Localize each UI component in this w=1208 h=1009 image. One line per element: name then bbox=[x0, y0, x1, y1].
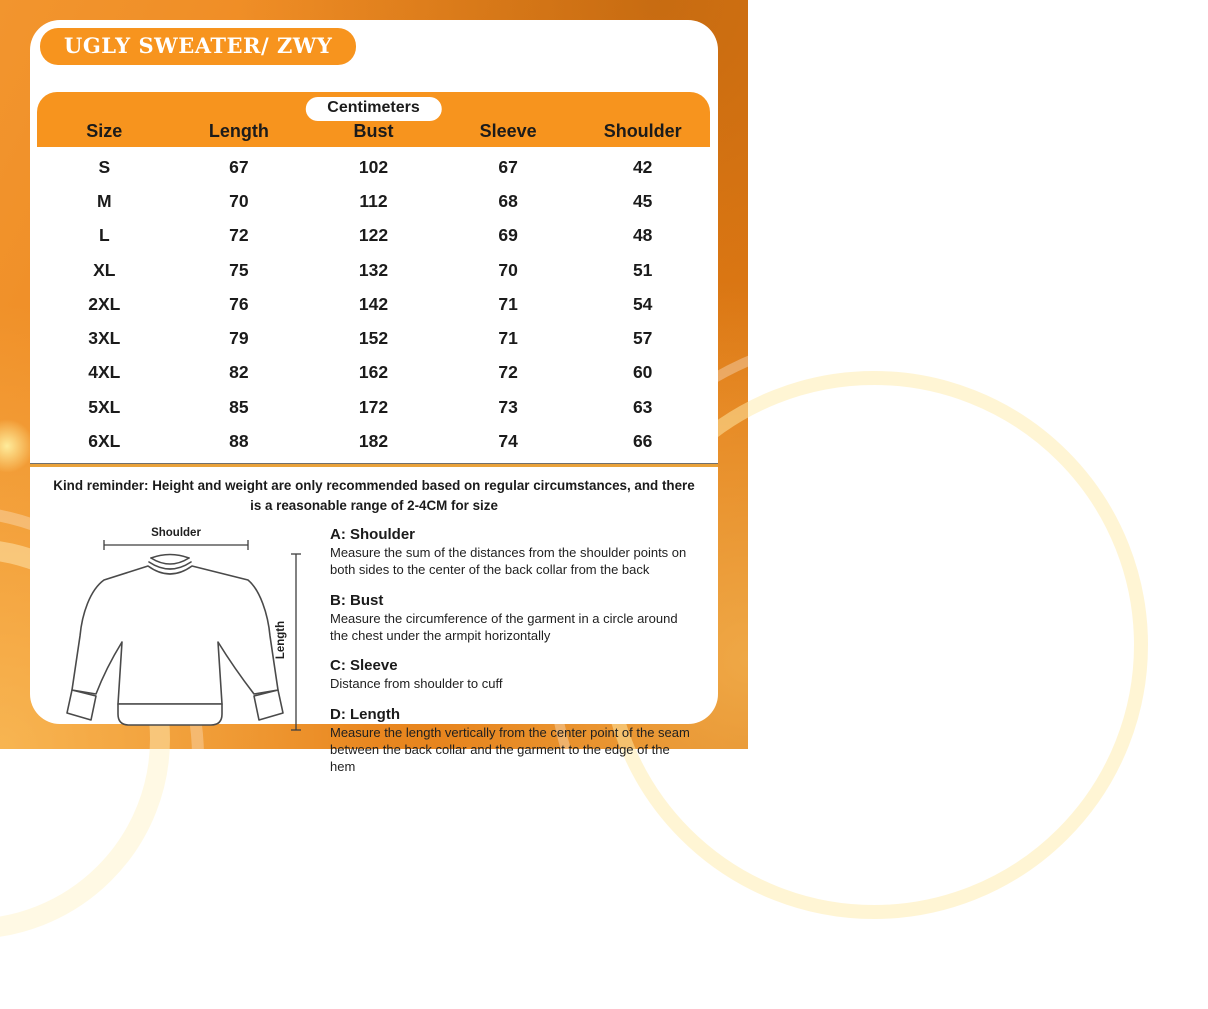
value-cell: 72 bbox=[498, 362, 518, 383]
length-dimension-line bbox=[291, 554, 301, 730]
measure-title: A: Shoulder bbox=[330, 525, 415, 543]
measure-item-bust bbox=[330, 592, 696, 645]
value-cell: 122 bbox=[358, 225, 389, 246]
value-cell: 102 bbox=[358, 156, 389, 177]
value-cell: 71 bbox=[498, 293, 518, 314]
value-cell: 182 bbox=[358, 431, 389, 452]
section-divider bbox=[30, 463, 718, 467]
product-title: UGLY SWEATER/ ZWY bbox=[64, 33, 333, 58]
size-cell: 2XL bbox=[88, 293, 121, 314]
measure-description: Measure the length vertically from the center point of the seam between the back collar and the garment to the edge of the hem bbox=[330, 725, 690, 775]
measure-description: Distance from shoulder to cuff bbox=[330, 676, 503, 692]
size-cell: 5XL bbox=[88, 396, 121, 417]
value-cell: 63 bbox=[632, 396, 653, 417]
background-glow bbox=[0, 419, 34, 473]
table-row bbox=[37, 424, 710, 458]
size-cell: 3XL bbox=[88, 328, 121, 349]
measure-title: D: Length bbox=[330, 706, 400, 724]
table-row bbox=[37, 287, 710, 321]
table-row bbox=[37, 356, 710, 390]
measure-description: Measure the circumference of the garment in a circle around the chest under the armpit horizontally bbox=[330, 610, 678, 643]
length-dimension-label: Length bbox=[275, 620, 287, 660]
value-cell: 112 bbox=[359, 190, 388, 211]
shoulder-dimension-line bbox=[104, 540, 248, 550]
measure-item-sleeve bbox=[330, 657, 696, 693]
product-title-badge bbox=[40, 28, 356, 65]
value-cell: 79 bbox=[229, 328, 249, 349]
measure-title: B: Bust bbox=[330, 591, 384, 609]
value-cell: 142 bbox=[358, 293, 389, 314]
value-cell: 42 bbox=[632, 156, 653, 177]
value-cell: 76 bbox=[229, 293, 249, 314]
value-cell: 70 bbox=[498, 259, 518, 280]
sweater-outline bbox=[67, 554, 283, 725]
value-cell: 85 bbox=[229, 396, 249, 417]
value-cell: 68 bbox=[498, 190, 518, 211]
measure-instructions bbox=[330, 524, 696, 789]
value-cell: 70 bbox=[229, 190, 249, 211]
value-cell: 67 bbox=[229, 156, 249, 177]
value-cell: 72 bbox=[229, 225, 249, 246]
unit-pill: Centimeters bbox=[305, 97, 441, 121]
value-cell: 57 bbox=[632, 328, 653, 349]
size-chart-card bbox=[30, 20, 718, 775]
table-row bbox=[37, 150, 710, 184]
value-cell: 45 bbox=[632, 190, 653, 211]
shoulder-dimension-label: Shoulder bbox=[151, 526, 201, 539]
measure-title: C: Sleeve bbox=[330, 657, 398, 675]
size-chart-graphic bbox=[0, 0, 748, 775]
value-cell: 67 bbox=[498, 156, 518, 177]
table-row bbox=[37, 253, 710, 287]
value-cell: 132 bbox=[358, 259, 389, 280]
sweater-diagram bbox=[58, 524, 316, 739]
size-cell: 6XL bbox=[88, 431, 121, 452]
size-cell: L bbox=[98, 225, 110, 246]
table-row bbox=[37, 321, 710, 355]
value-cell: 152 bbox=[358, 328, 389, 349]
table-row bbox=[37, 219, 710, 253]
value-cell: 75 bbox=[229, 259, 249, 280]
value-cell: 74 bbox=[498, 431, 518, 452]
value-cell: 88 bbox=[229, 431, 249, 452]
column-header-bust: Bust bbox=[353, 121, 394, 141]
measure-item-length bbox=[330, 706, 696, 776]
measure-guide-section bbox=[58, 524, 696, 789]
size-cell: S bbox=[98, 156, 111, 177]
value-cell: 71 bbox=[498, 328, 518, 349]
value-cell: 73 bbox=[498, 396, 518, 417]
column-header-size: Size bbox=[86, 121, 123, 141]
value-cell: 60 bbox=[632, 362, 653, 383]
value-cell: 48 bbox=[632, 225, 653, 246]
size-cell: XL bbox=[93, 259, 116, 280]
value-cell: 66 bbox=[632, 431, 653, 452]
value-cell: 82 bbox=[229, 362, 249, 383]
size-cell: M bbox=[97, 190, 112, 211]
table-header-row bbox=[37, 121, 710, 142]
table-header-band bbox=[37, 92, 710, 147]
kind-reminder-text: Kind reminder: Height and weight are only recommended based on regular circumstances, and there is a reasonable range of 2-4CM for size bbox=[53, 477, 695, 513]
value-cell: 51 bbox=[632, 259, 653, 280]
table-row bbox=[37, 184, 710, 218]
column-header-length: Length bbox=[208, 121, 269, 141]
measure-item-shoulder bbox=[330, 526, 696, 579]
value-cell: 69 bbox=[498, 225, 518, 246]
column-header-shoulder: Shoulder bbox=[603, 121, 682, 141]
size-cell: 4XL bbox=[88, 362, 121, 383]
table-body bbox=[37, 150, 710, 459]
value-cell: 172 bbox=[358, 396, 389, 417]
measure-description: Measure the sum of the distances from the shoulder points on both sides to the center of the back collar from the back bbox=[330, 544, 687, 577]
sweater-illustration bbox=[58, 524, 314, 734]
value-cell: 54 bbox=[632, 293, 653, 314]
column-header-sleeve: Sleeve bbox=[479, 121, 537, 141]
table-row bbox=[37, 390, 710, 424]
value-cell: 162 bbox=[358, 362, 389, 383]
